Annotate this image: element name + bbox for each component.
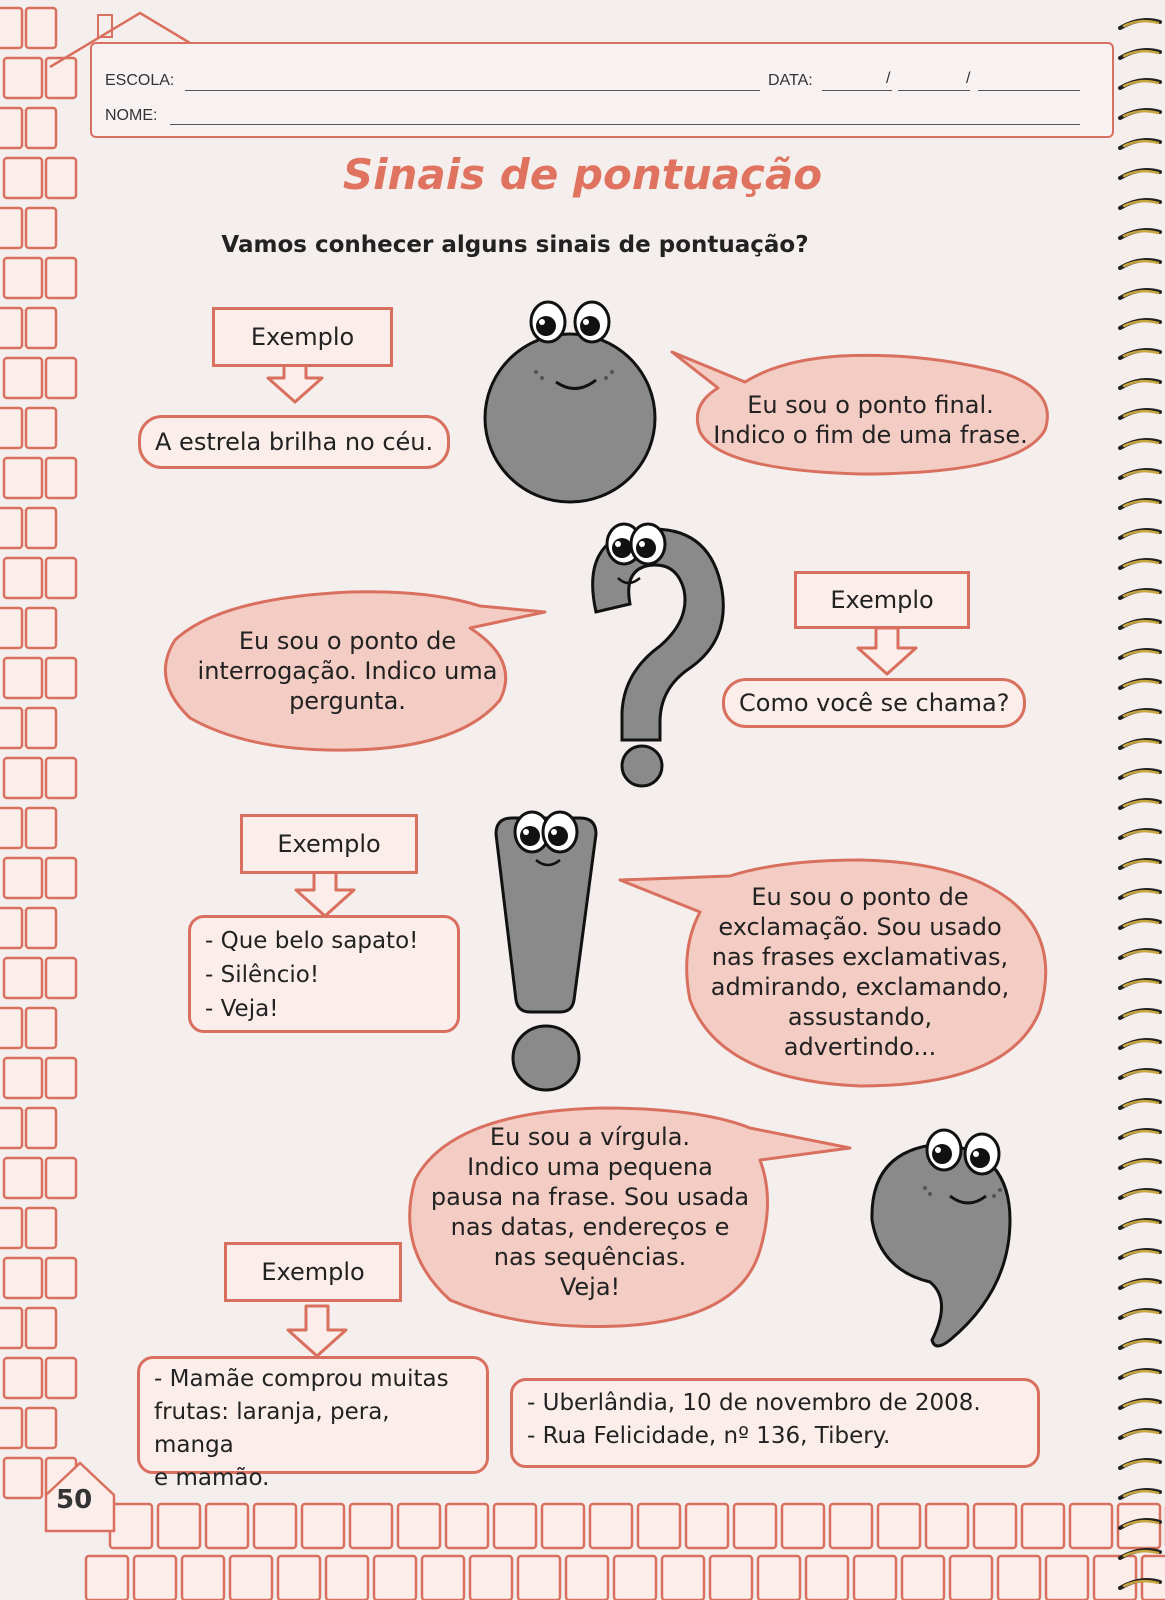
- example-line: - Rua Felicidade, nº 136, Tibery.: [527, 1423, 891, 1449]
- page-subtitle: Vamos conhecer alguns sinais de pontuação?: [221, 232, 809, 258]
- virgula-character: [872, 1130, 1010, 1346]
- bubble-line: Eu sou a vírgula.: [489, 1123, 691, 1151]
- bubble-line: Indico uma pequena: [467, 1153, 713, 1181]
- bubble-line: admirando, exclamando,: [710, 973, 1010, 1001]
- example-label-box: Exemplo: [224, 1242, 402, 1302]
- bubble-line: nas datas, endereços e: [450, 1213, 730, 1241]
- bubble-line: exclamação. Sou usado: [718, 913, 1002, 941]
- bubble-line: Veja!: [559, 1273, 621, 1301]
- escola-label: ESCOLA:: [105, 72, 175, 89]
- bubble-line: nas frases exclamativas,: [711, 943, 1009, 971]
- example-line: e mamão.: [154, 1465, 270, 1491]
- interrogacao-character: [593, 524, 724, 786]
- virgula-example-fruits: [137, 1356, 489, 1491]
- exclamacao-examples: [188, 915, 460, 1033]
- example-line: - Mamãe comprou muitas: [154, 1366, 449, 1392]
- page-number: 50: [56, 1485, 93, 1515]
- bubble-line: pausa na frase. Sou usada: [430, 1183, 750, 1211]
- ponto-final-character: [485, 302, 655, 502]
- bubble-line: Eu sou o ponto de: [751, 883, 969, 911]
- bubble-line: assustando,: [787, 1003, 933, 1031]
- example-line: - Uberlândia, 10 de novembro de 2008.: [527, 1390, 981, 1416]
- bubble-line: pergunta.: [289, 687, 406, 715]
- bubble-line: interrogação. Indico uma: [197, 657, 498, 685]
- bubble-line: Eu sou o ponto final.: [747, 391, 994, 419]
- ponto-final-example: A estrela brilha no céu.: [138, 415, 450, 469]
- interrogacao-bubble-text: [175, 626, 520, 716]
- example-label-box: Exemplo: [240, 814, 418, 874]
- arrow-down-icon: [296, 868, 354, 916]
- data-separator: /: [966, 70, 971, 87]
- page-title: Sinais de pontuação: [342, 150, 823, 199]
- bubble-line: advertindo...: [783, 1033, 937, 1061]
- exclamacao-bubble-text: [685, 882, 1035, 1062]
- example-label-box: Exemplo: [212, 307, 393, 367]
- interrogacao-example: Como você se chama?: [722, 678, 1026, 728]
- nome-label: NOME:: [105, 107, 158, 124]
- example-label-box: Exemplo: [794, 571, 970, 629]
- data-separator: /: [886, 70, 891, 87]
- arrow-down-icon: [858, 628, 916, 674]
- ponto-final-bubble-text: [698, 390, 1043, 450]
- arrow-down-icon: [288, 1306, 346, 1356]
- example-line: - Que belo sapato!: [205, 928, 419, 954]
- example-line: frutas: laranja, pera, manga: [154, 1399, 390, 1458]
- virgula-bubble-text: [410, 1122, 770, 1302]
- virgula-example-date-address: [510, 1378, 1040, 1468]
- bubble-line: nas sequências.: [493, 1243, 687, 1271]
- example-line: - Silêncio!: [205, 962, 320, 988]
- bubble-line: Indico o fim de uma frase.: [713, 421, 1028, 449]
- exclamacao-character: [496, 812, 596, 1090]
- data-label: DATA:: [768, 72, 813, 89]
- example-line: - Veja!: [205, 996, 279, 1022]
- bubble-line: Eu sou o ponto de: [238, 627, 457, 655]
